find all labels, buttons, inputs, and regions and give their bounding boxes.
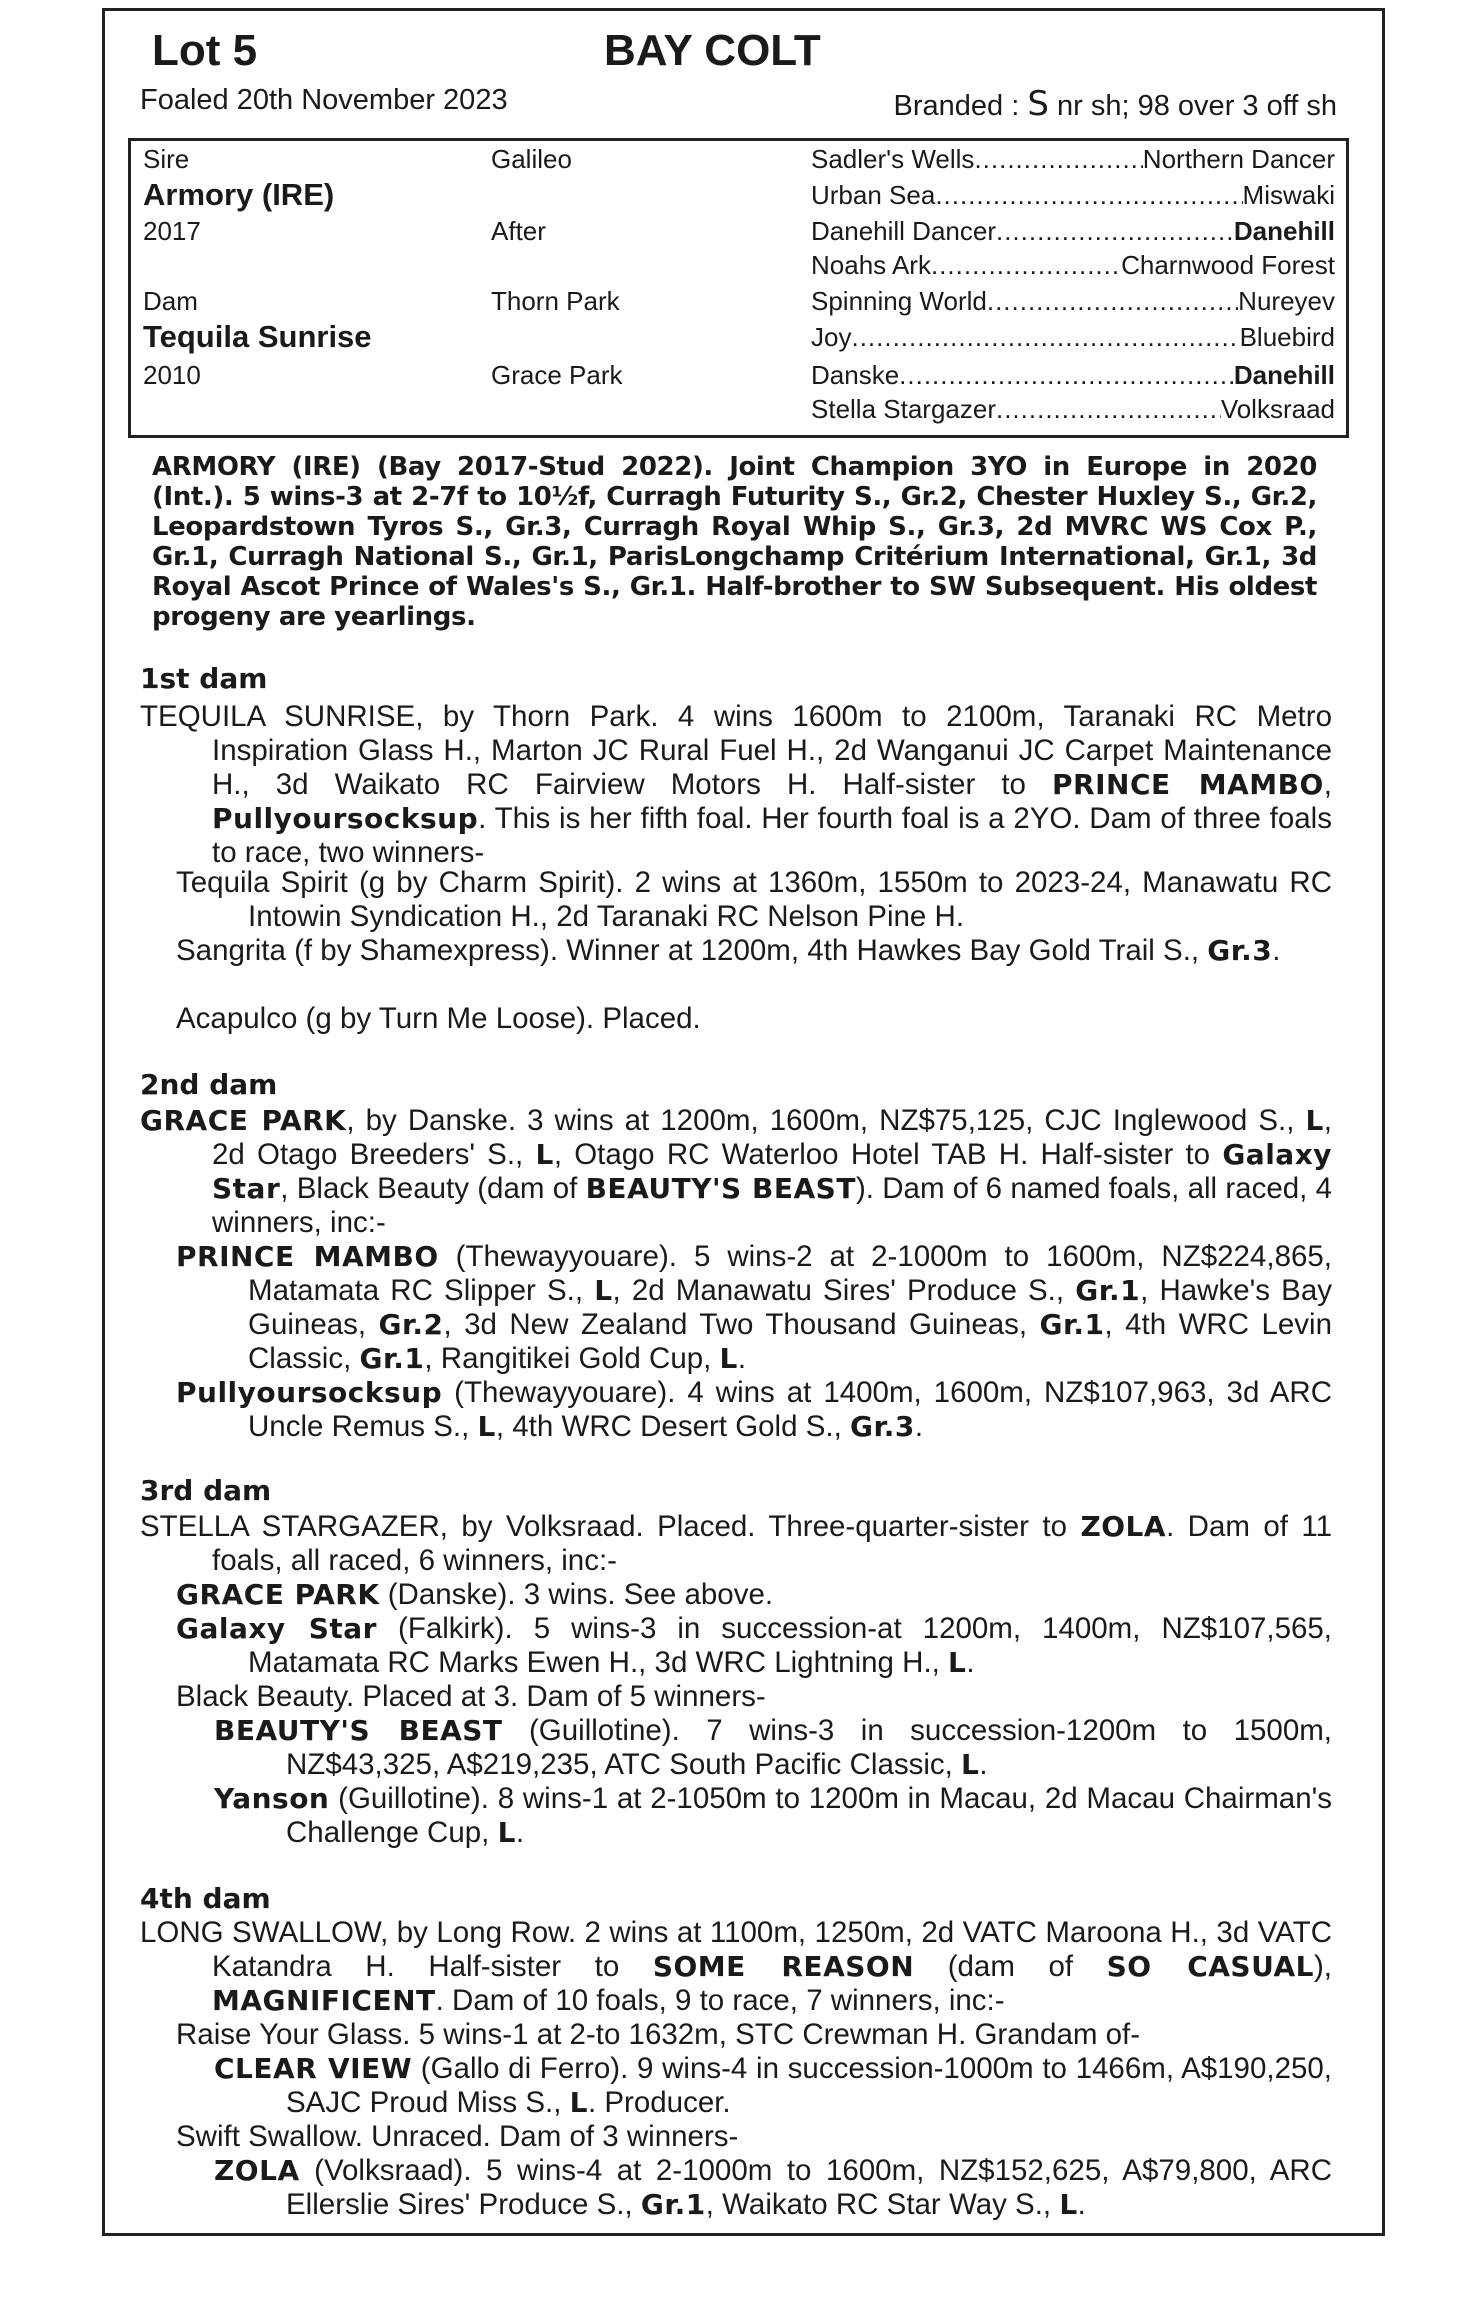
progeny-entry: Raise Your Glass. 5 wins-1 at 2-to 1632m, STC Crewman H. Grandam of- <box>176 2018 1141 2051</box>
branded-label: Branded : <box>893 90 1020 122</box>
sire-year: 2017 <box>143 216 201 246</box>
dam-dam: Grace Park <box>491 360 623 390</box>
progeny-entry: PRINCE MAMBO (Thewayyouare). 5 wins-2 at 2-1000m to 1600m, NZ$224,865, Matamata RC Slipper S., L, 2d Manawatu Sires' Produce S., Gr.1, Hawke's Bay Guineas, Gr.2, 3d New Zealand Two Thousand Guineas, Gr.1, 4th WRC Levin Classic, Gr.1, Rangitikei Gold Cup, L. <box>176 1240 1332 1375</box>
first-dam-heading: 1st dam <box>140 662 268 695</box>
ggp-row: Stella Stargazer ..... Volksraad <box>811 393 1335 425</box>
ggp-row: Joy ..... Bluebird <box>811 321 1335 353</box>
sire-dam: After <box>491 216 546 246</box>
dam-entry: GRACE PARK, by Danske. 3 wins at 1200m, 1600m, NZ$75,125, CJC Inglewood S., L, 2d Otago Breeders' S., L, Otago RC Waterloo Hotel TAB H. Half-sister to Galaxy Star, Black Beauty (dam of BEAUTY'S BEAST). Dam of 6 named foals, all raced, 4 winners, inc:- <box>140 1104 1333 1239</box>
foaled-date: Foaled 20th November 2023 <box>140 84 508 116</box>
sire-name: Armory (IRE) <box>143 177 335 212</box>
ggp-row: Danske ..... Danehill <box>811 359 1335 391</box>
sire-label: Sire <box>143 144 190 174</box>
branded-detail: nr sh; 98 over 3 off sh <box>1057 90 1337 122</box>
dam-entry: TEQUILA SUNRISE, by Thorn Park. 4 wins 1600m to 2100m, Taranaki RC Metro Inspiration Glass H., Marton JC Rural Fuel H., 2d Wanganui JC Carpet Maintenance H., 3d Waikato RC Fairview Motors H. Half-sister to PRINCE MAMBO, Pullyoursocksup. This is her fifth foal. Her fourth foal is a 2YO. Dam of three foals to race, two winners- <box>140 700 1332 869</box>
progeny-entry: Pullyoursocksup (Thewayyouare). 4 wins at 1400m, 1600m, NZ$107,963, 3d ARC Uncle Remus S., L, 4th WRC Desert Gold S., Gr.3. <box>176 1376 1332 1443</box>
third-dam-heading: 3rd dam <box>140 1474 272 1507</box>
dam-year: 2010 <box>143 360 201 390</box>
horse-title: BAY COLT <box>604 26 821 75</box>
progeny-entry: Acapulco (g by Turn Me Loose). Placed. <box>176 1002 701 1035</box>
dam-entry: LONG SWALLOW, by Long Row. 2 wins at 1100m, 1250m, 2d VATC Maroona H., 3d VATC Katandra H. Half-sister to SOME REASON (dam of SO CASUAL), MAGNIFICENT. Dam of 10 foals, 9 to race, 7 winners, inc:- <box>140 1916 1333 2017</box>
pedigree-table <box>128 138 1349 438</box>
ggp-row: Urban Sea ..... Miswaki <box>811 179 1335 211</box>
ggp-row: Sadler's Wells ..... Northern Dancer <box>811 143 1335 175</box>
progeny-entry: ZOLA (Volksraad). 5 wins-4 at 2-1000m to 1600m, NZ$152,625, A$79,800, ARC Ellerslie Sires' Produce S., Gr.1, Waikato RC Star Way S., L. <box>214 2154 1332 2221</box>
dam-name: Tequila Sunrise <box>143 319 372 354</box>
progeny-entry: Galaxy Star (Falkirk). 5 wins-3 in succession-at 1200m, 1400m, NZ$107,565, Matamata RC Marks Ewen H., 3d WRC Lightning H., L. <box>176 1612 1333 1679</box>
progeny-entry: Black Beauty. Placed at 3. Dam of 5 winners- <box>176 1680 766 1713</box>
ggp-row: Noahs Ark ..... Charnwood Forest <box>811 249 1335 281</box>
dam-label: Dam <box>143 286 198 316</box>
fourth-dam-heading: 4th dam <box>140 1882 271 1915</box>
progeny-entry: GRACE PARK (Danske). 3 wins. See above. <box>176 1578 774 1611</box>
sire-summary: ARMORY (IRE) (Bay 2017-Stud 2022). Joint Champion 3YO in Europe in 2020 (Int.). 5 wins-3 at 2-7f to 10½f, Curragh Futurity S., Gr.2, Chester Huxley S., Gr.2, Leopardstown Tyros S., Gr.3, Curragh Royal Whip S., Gr.3, 2d MVRC WS Cox P., Gr.1, Curragh National S., Gr.1, ParisLongchamp Critérium International, Gr.1, 3d Royal Ascot Prince of Wales's S., Gr.1. Half-brother to SW Subsequent. His oldest progeny are yearlings. <box>152 452 1317 632</box>
progeny-entry: CLEAR VIEW (Gallo di Ferro). 9 wins-4 in succession-1000m to 1466m, A$190,250, SAJC Proud Miss S., L. Producer. <box>214 2052 1332 2119</box>
progeny-entry: Yanson (Guillotine). 8 wins-1 at 2-1050m to 1200m in Macau, 2d Macau Chairman's Challenge Cup, L. <box>214 1782 1332 1849</box>
progeny-entry: Sangrita (f by Shamexpress). Winner at 1200m, 4th Hawkes Bay Gold Trail S., Gr.3. <box>176 934 1281 967</box>
brand-mark: S <box>1027 84 1049 124</box>
second-dam-heading: 2nd dam <box>140 1068 278 1101</box>
progeny-entry: Tequila Spirit (g by Charm Spirit). 2 wins at 1360m, 1550m to 2023-24, Manawatu RC Intowin Syndication H., 2d Taranaki RC Nelson Pine H. <box>176 866 1332 933</box>
ggp-row: Danehill Dancer ..... Danehill <box>811 215 1335 247</box>
lot-number: Lot 5 <box>152 26 258 75</box>
ggp-row: Spinning World ..... Nureyev <box>811 285 1335 317</box>
progeny-entry: Swift Swallow. Unraced. Dam of 3 winners- <box>176 2120 739 2153</box>
progeny-entry: BEAUTY'S BEAST (Guillotine). 7 wins-3 in succession-1200m to 1500m, NZ$43,325, A$219,235, ATC South Pacific Classic, L. <box>214 1714 1333 1781</box>
branded-info <box>894 84 1337 124</box>
dam-sire: Thorn Park <box>491 286 620 316</box>
dam-entry: STELLA STARGAZER, by Volksraad. Placed. Three-quarter-sister to ZOLA. Dam of 11 foals, all raced, 6 winners, inc:- <box>140 1510 1332 1577</box>
sire-sire: Galileo <box>491 144 572 174</box>
